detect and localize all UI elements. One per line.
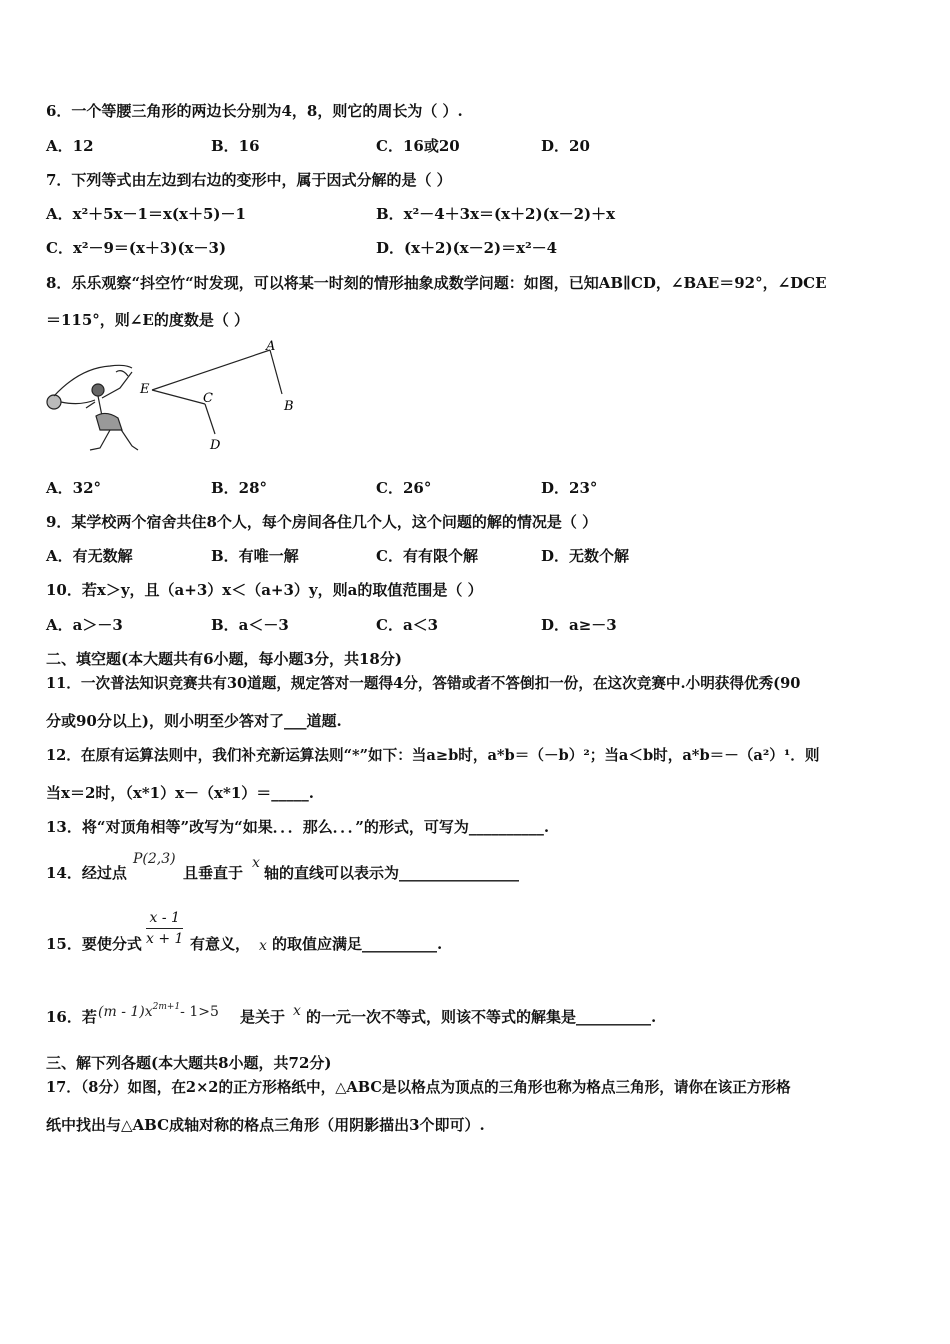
q6-option-c: C．16或20 [376, 137, 460, 155]
q15-prefix: 15．要使分式 [46, 935, 142, 953]
q15-middle: 有意义， [190, 935, 251, 953]
q16-var: x [293, 1003, 301, 1019]
q8-stem-line2: ＝115°，则∠E的度数是（ ） [46, 311, 250, 329]
q15-suffix: 的取值应满足__________. [272, 935, 443, 953]
q14-suffix: 轴的直线可以表示为________________ [264, 864, 520, 882]
q10-option-b: B．a＜－3 [211, 616, 289, 634]
q8-option-d: D．23° [541, 479, 598, 497]
q6-option-d: D．20 [541, 137, 590, 155]
figure-label-d: D [210, 438, 221, 453]
q10-option-a: A．a＞－3 [46, 616, 123, 634]
q14-middle: 且垂直于 [183, 864, 244, 882]
q15-denominator: x + 1 [146, 931, 184, 947]
q14-prefix: 14．经过点 [46, 864, 127, 882]
q11-line1: 11．一次普法知识竞赛共有30道题，规定答对一题得4分，答错或者不答倒扣一份，在这次竞赛中.小明获得优秀(90 [46, 675, 801, 692]
q17-line2: 纸中找出与△ABC成轴对称的格点三角形（用阴影描出3个即可）. [46, 1116, 485, 1134]
section3-title: 三、解下列各题(本大题共8小题，共72分) [46, 1054, 332, 1072]
geometry-lines [152, 350, 282, 434]
q15-numerator: x - 1 [146, 910, 183, 929]
q10-stem: 10．若x＞y，且（a+3）x＜（a+3）y，则a的取值范围是（ ） [46, 581, 483, 599]
q12-line2: 当x＝2时，（x*1）x－（x*1）＝_____. [46, 784, 314, 802]
q9-option-d: D．无数个解 [541, 547, 630, 565]
q11-line2: 分或90分以上)，则小明至少答对了___道题. [46, 712, 342, 730]
q7-option-d: D．(x＋2)(x－2)＝x²－4 [376, 239, 558, 257]
q8-option-b: B．28° [211, 479, 268, 497]
q12-line1: 12．在原有运算法则中，我们补充新运算法则“*”如下：当a≥b时，a*b＝（－b）²；当a＜b时，a*b＝－（a²）¹．则 [46, 747, 820, 764]
q7-option-c: C．x²－9＝(x＋3)(x－3) [46, 239, 227, 257]
q6-option-b: B．16 [211, 137, 260, 155]
figure-label-b: B [284, 399, 294, 414]
q16-tail: - 1>5 [180, 1004, 219, 1020]
q16-middle: 是关于 [240, 1008, 286, 1026]
diabolo-player-illustration [47, 365, 138, 450]
q9-stem: 9．某学校两个宿舍共住8个人，每个房间各住几个人，这个问题的解的情况是（ ） [46, 513, 598, 531]
q9-option-b: B．有唯一解 [211, 547, 299, 565]
q8-option-a: A．32° [46, 479, 102, 497]
figure-label-a: A [266, 339, 276, 354]
figure-label-e: E [140, 382, 150, 397]
q17-line1: 17．（8分）如图，在2×2的正方形格纸中，△ABC是以格点为顶点的三角形也称为格点三角形，请你在该正方形格 [46, 1079, 791, 1096]
figure-label-c: C [203, 391, 213, 406]
q7-stem: 7．下列等式由左边到右边的变形中，属于因式分解的是（ ） [46, 171, 452, 189]
q6-option-a: A．12 [46, 137, 94, 155]
q7-option-a: A．x²＋5x－1＝x(x＋5)－1 [46, 205, 246, 223]
q16-prefix: 16．若 [46, 1008, 97, 1026]
q6-stem: 6．一个等腰三角形的两边长分别为4，8，则它的周长为（ ）. [46, 102, 463, 120]
section2-title: 二、填空题(本大题共有6小题，每小题3分，共18分) [46, 650, 402, 668]
q10-option-c: C．a＜3 [376, 616, 439, 634]
q16-base: (m - 1)x [98, 1004, 153, 1020]
q7-option-b: B．x²－4＋3x＝(x＋2)(x－2)＋x [376, 205, 616, 223]
q8-figure [40, 338, 310, 463]
q16-suffix: 的一元一次不等式，则该不等式的解集是__________. [306, 1008, 657, 1026]
q9-option-a: A．有无数解 [46, 547, 133, 565]
q9-option-c: C．有有限个解 [376, 547, 478, 565]
q14-point: P(2,3) [133, 851, 176, 867]
q15-fraction [146, 910, 183, 947]
q14-var: x [252, 855, 260, 871]
q8-stem-line1: 8．乐乐观察“抖空竹“时发现，可以将某一时刻的情形抽象成数学问题：如图，已知AB∥CD，∠BAE＝92°，∠DCE [46, 274, 827, 292]
q16-exponent: 2m+1 [152, 1002, 181, 1012]
q10-option-d: D．a≥－3 [541, 616, 617, 634]
q13-line: 13．将“对顶角相等”改写为“如果．．．那么．．．”的形式，可写为__________. [46, 818, 550, 836]
q16-expression [98, 997, 219, 1022]
q15-var: x [259, 938, 267, 954]
q8-option-c: C．26° [376, 479, 432, 497]
